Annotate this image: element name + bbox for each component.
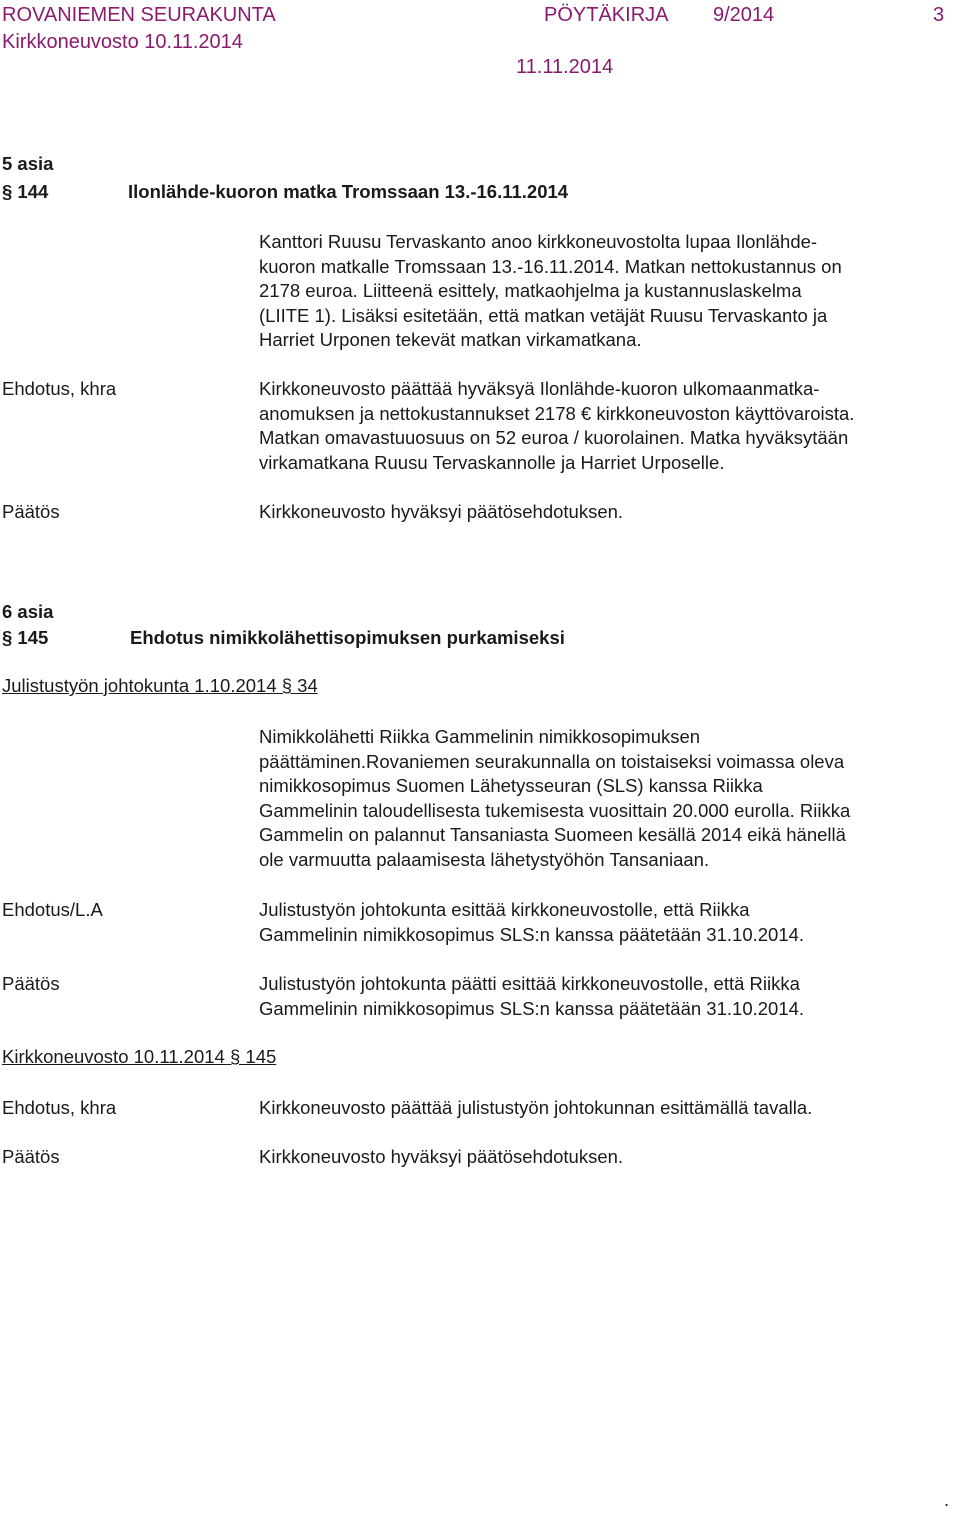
- item-number: § 144: [2, 181, 49, 202]
- proposal-text: Julistustyön johtokunta esittää kirkkoneuvostolle, että Riikka Gammelinin nimikkosopimus SLS:n kanssa päätetään 31.10.2014.: [259, 899, 805, 945]
- item-title: Ilonlähde-kuoron matka Tromssaan 13.-16.11.2014: [128, 181, 569, 202]
- item-title: Ehdotus nimikkolähettisopimuksen purkamiseksi: [130, 627, 565, 648]
- council-proposal-label: Ehdotus, khra: [2, 1097, 117, 1118]
- council-decision-text: Kirkkoneuvosto hyväksyi päätösehdotuksen.: [259, 1146, 624, 1167]
- header-org: ROVANIEMEN SEURAKUNTA: [2, 4, 276, 26]
- decision-label: Päätös: [2, 973, 60, 994]
- council-proposal-text: Kirkkoneuvosto päättää julistustyön johtokunnan esittämällä tavalla.: [259, 1097, 813, 1118]
- item-body: Kanttori Ruusu Tervaskanto anoo kirkkoneuvostolta lupaa Ilonlähde- kuoron matkalle Tromssaan 13.-16.11.2014. Matkan nettokustannus on 2178 euroa. Liitteenä esittely, matkaohjelma ja kustannuslaskelma (LIITE 1). Lisäksi esitetään, että matkan vetäjät Ruusu Tervaskanto ja Harriet Urponen tekevät matkan virkamatkana.: [259, 231, 842, 350]
- header-date: 11.11.2014: [516, 56, 614, 78]
- council-subheading: Kirkkoneuvosto 10.11.2014 § 145: [2, 1046, 277, 1067]
- board-subheading: Julistustyön johtokunta 1.10.2014 § 34: [2, 675, 318, 696]
- footer-mark: .: [944, 1489, 950, 1510]
- council-decision-label: Päätös: [2, 1146, 60, 1167]
- item-asia-label: 5 asia: [2, 153, 54, 174]
- proposal-label: Ehdotus/L.A: [2, 899, 103, 920]
- header-page-number: 3: [933, 4, 945, 26]
- item-asia-label: 6 asia: [2, 601, 54, 622]
- header-doc-type: PÖYTÄKIRJA: [544, 4, 669, 26]
- decision-text: Julistustyön johtokunta päätti esittää kirkkoneuvostolle, että Riikka Gammelinin nimikkosopimus SLS:n kanssa päätetään 31.10.2014.: [259, 973, 805, 1019]
- decision-label: Päätös: [2, 501, 60, 522]
- item-number: § 145: [2, 627, 49, 648]
- proposal-label: Ehdotus, khra: [2, 378, 117, 399]
- header-issue: 9/2014: [713, 4, 775, 26]
- decision-text: Kirkkoneuvosto hyväksyi päätösehdotuksen.: [259, 501, 624, 522]
- proposal-text: Kirkkoneuvosto päättää hyväksyä Ilonlähde-kuoron ulkomaanmatka- anomuksen ja nettokustannukset 2178 € kirkkoneuvoston käyttövaroista. Matkan omavastuuosuus on 52 euroa / kuorolainen. Matka hyväksytään virkamatkana Ruusu Tervaskannolle ja Harriet Urposelle.: [259, 378, 855, 473]
- item-body: Nimikkolähetti Riikka Gammelinin nimikkosopimuksen päättäminen.Rovaniemen seurakunnalla on toistaiseksi voimassa oleva nimikkosopimus Suomen Lähetysseuran (SLS) kanssa Riikka Gammelinin taloudellisesta tukemisesta vuosittain 20.000 eurolla. Riikka Gammelin on palannut Tansaniasta Suomeen kesällä 2014 eikä hänellä ole varmuutta palaamisesta lähetystyöhön Tansaniaan.: [259, 726, 851, 870]
- header-meeting: Kirkkoneuvosto 10.11.2014: [2, 31, 243, 53]
